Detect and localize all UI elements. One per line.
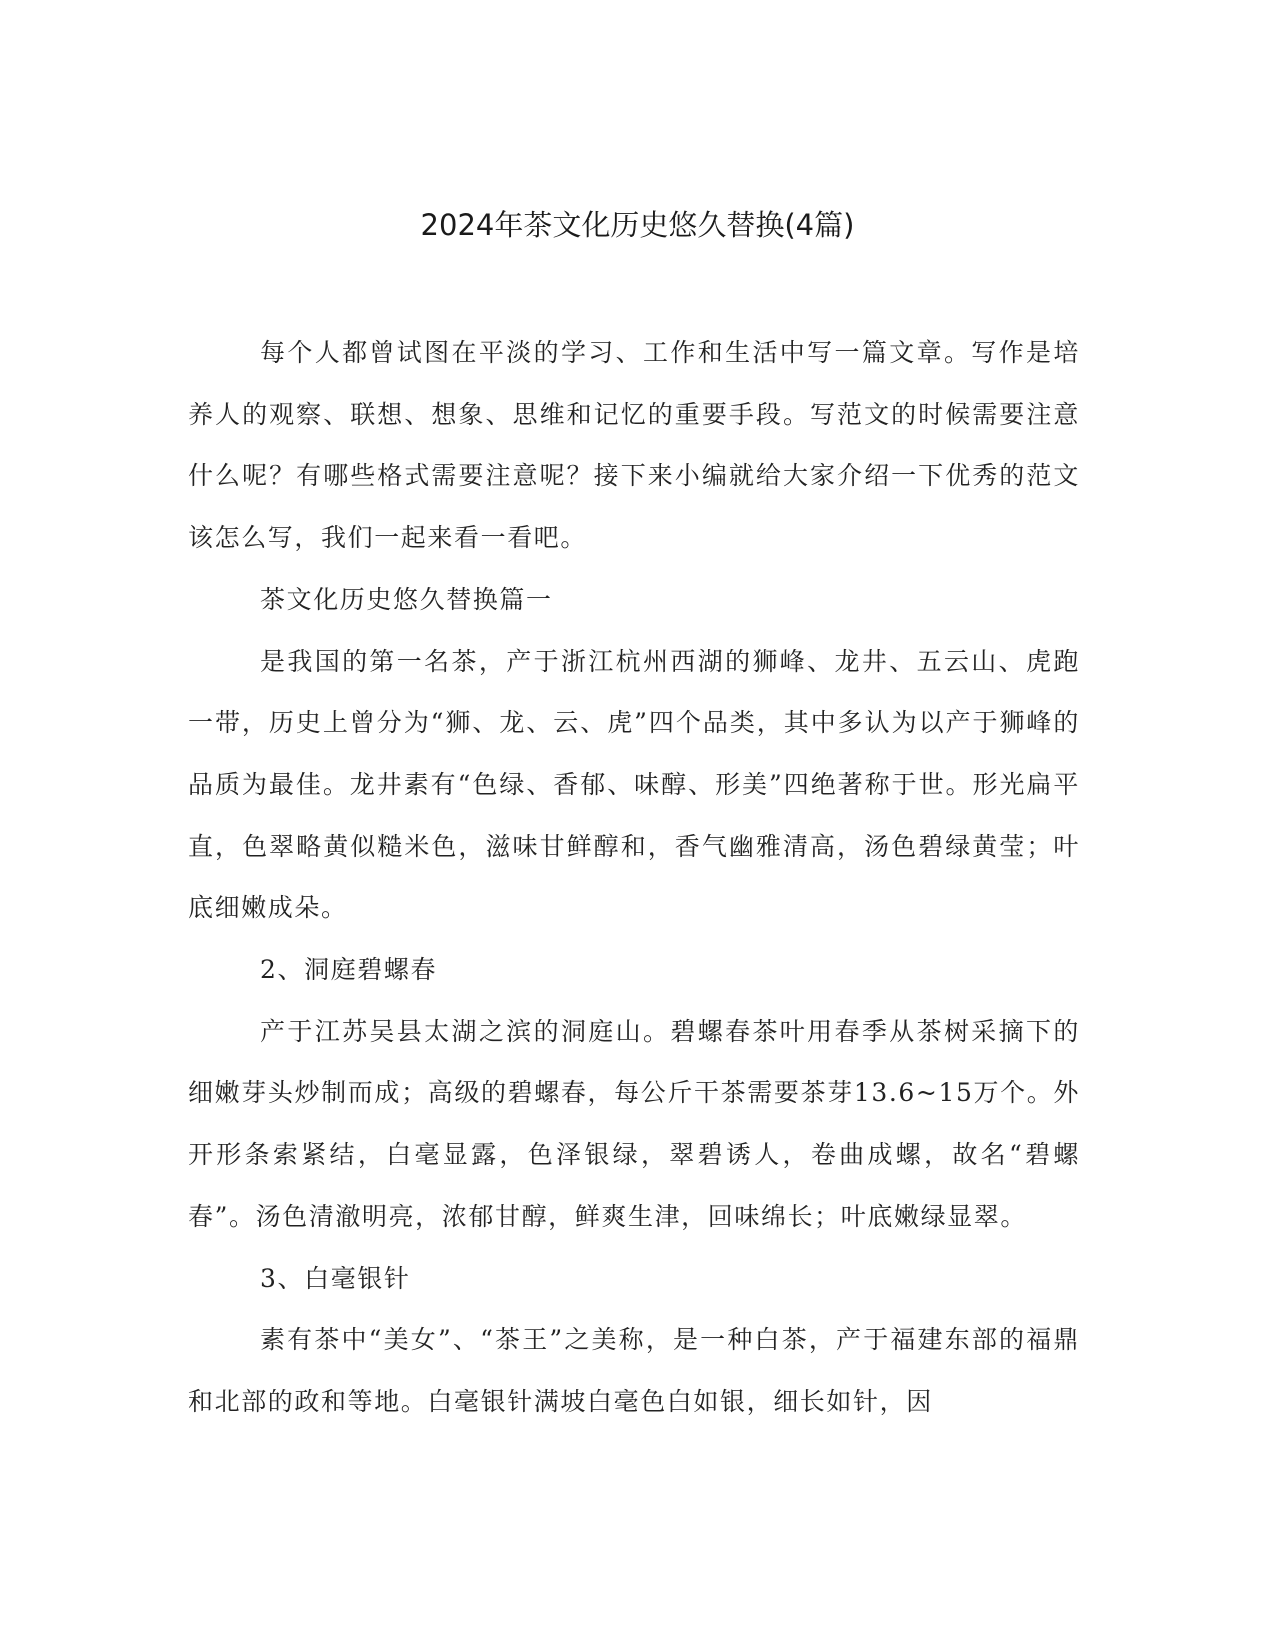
body-paragraph: 产于江苏吴县太湖之滨的洞庭山。碧螺春茶叶用春季从茶树采摘下的细嫩芽头炒制而成；高级的碧螺春，每公斤干茶需要茶芽13.6~15万个。外开形条索紧结，白毫显露，色泽银绿，翠碧诱人，卷曲成螺，故名“碧螺春”。汤色清澈明亮，浓郁甘醇，鲜爽生津，回味绵长；叶底嫩绿显翠。 [188, 1016, 1080, 1231]
item-heading: 2、洞庭碧螺春 [260, 955, 438, 985]
document-body [188, 322, 1080, 1433]
document-title: 2024年茶文化历史悠久替换(4篇) [420, 208, 855, 242]
body-paragraph: 素有茶中“美女”、“茶王”之美称，是一种白茶，产于福建东部的福鼎和北部的政和等地。白毫银针满坡白毫色白如银，细长如针，因 [188, 1325, 1080, 1416]
section-heading: 茶文化历史悠久替换篇一 [260, 584, 553, 614]
body-paragraph: 是我国的第一名茶，产于浙江杭州西湖的狮峰、龙井、五云山、虎跑一带，历史上曾分为“狮、龙、云、虎”四个品类，其中多认为以产于狮峰的品质为最佳。龙井素有“色绿、香郁、味醇、形美”四绝著称于世。形光扁平直，色翠略黄似糙米色，滋味甘鲜醇和，香气幽雅清高，汤色碧绿黄莹；叶底细嫩成朵。 [188, 646, 1080, 923]
item-heading: 3、白毫银针 [260, 1263, 411, 1293]
intro-paragraph: 每个人都曾试图在平淡的学习、工作和生活中写一篇文章。写作是培养人的观察、联想、想象、思维和记忆的重要手段。写范文的时候需要注意什么呢？有哪些格式需要注意呢？接下来小编就给大家介绍一下优秀的范文该怎么写，我们一起来看一看吧。 [188, 338, 1080, 553]
